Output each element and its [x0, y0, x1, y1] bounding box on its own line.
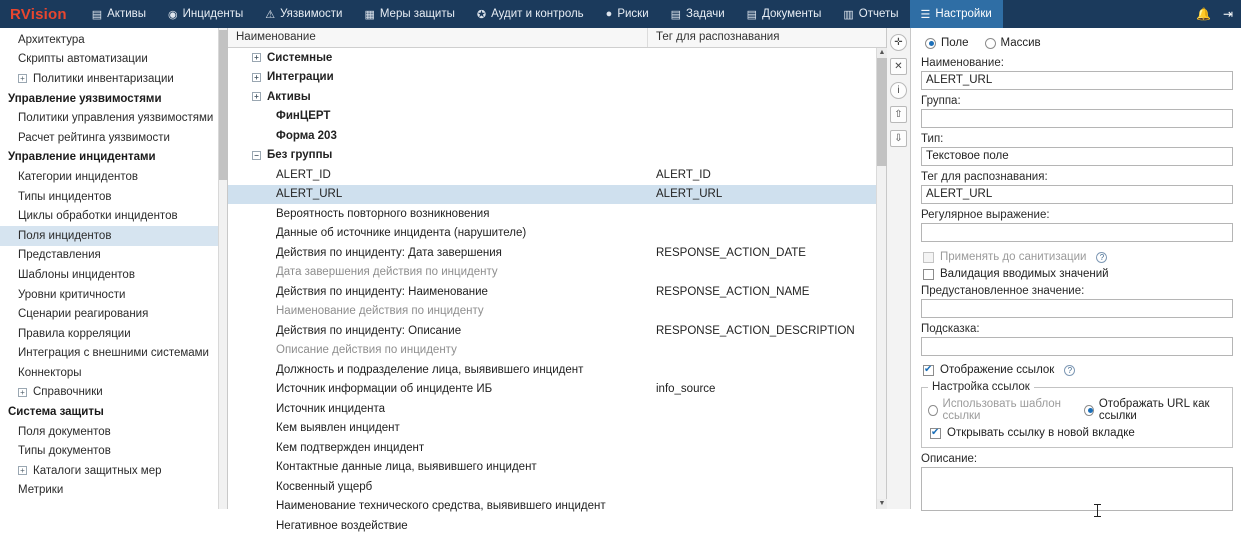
row-name-cell: Должность и подразделение лица, выявившего инцидент [276, 363, 584, 376]
show-links-checkbox-row[interactable] [923, 364, 1233, 376]
reports-icon: ▥ [843, 8, 854, 21]
row-name-cell [228, 71, 648, 83]
nav-item-protection-label: Меры защиты [379, 8, 455, 20]
expand-icon[interactable]: + [18, 388, 27, 397]
row-name-cell [228, 52, 648, 64]
nav-item-vulnerabilities-label: Уязвимости [280, 8, 343, 20]
nav-item-risks-label: Риски [617, 8, 649, 20]
table-row-subtitle [228, 263, 876, 283]
validation-label: Валидация вводимых значений [940, 268, 1109, 280]
logout-icon[interactable]: ⇥ [1222, 7, 1233, 21]
table-row[interactable] [228, 107, 876, 127]
sanitize-label: Применять до санитизации [940, 251, 1087, 263]
sidebar-item-vuln-rating[interactable] [0, 128, 227, 148]
sidebar-item-label: Расчет рейтинга уязвимости [18, 131, 170, 144]
hint-input[interactable] [921, 337, 1233, 356]
sidebar-item-label: Уровни критичности [18, 288, 126, 301]
type-field-label: Тип: [921, 133, 944, 145]
table-row[interactable] [228, 87, 876, 107]
risks-icon: ● [605, 8, 613, 20]
nav-item-vulnerabilities[interactable] [254, 0, 353, 28]
nav-spacer [1003, 0, 1188, 28]
links-settings-legend: Настройка ссылок [932, 381, 1030, 393]
tag-input[interactable]: ALERT_URL [921, 185, 1233, 204]
scroll-up-arrow-icon[interactable]: ▲ [878, 49, 886, 56]
sidebar-scrollbar[interactable] [218, 28, 227, 509]
grid-rows [228, 48, 876, 532]
collapse-icon[interactable]: − [252, 151, 261, 160]
sidebar-item-reference-books[interactable] [0, 383, 227, 403]
sidebar-scroll-thumb[interactable] [219, 30, 228, 180]
row-name-cell: ФинЦЕРТ [276, 110, 331, 123]
nav-item-reports-label: Отчеты [858, 8, 899, 20]
show-links-label: Отображение ссылок [940, 364, 1055, 376]
nav-item-assets-label: Активы [107, 8, 147, 20]
field-properties-panel [911, 28, 1241, 509]
sidebar-item-label: Представления [18, 249, 101, 262]
radio-array[interactable] [985, 37, 1041, 49]
table-row[interactable] [228, 204, 876, 224]
main-body [0, 28, 1241, 532]
tag-field-label: Тег для распознавания: [921, 171, 1048, 183]
use-template-label: Использовать шаблон ссылки [942, 398, 1062, 422]
sidebar-item-label: Архитектура [18, 33, 85, 46]
row-name-cell: Действия по инциденту: Наименование [276, 285, 488, 298]
table-row[interactable] [228, 438, 876, 458]
sidebar-item-label: Интеграция с внешними системами [18, 347, 209, 360]
row-name-cell: ALERT_URL [276, 188, 343, 201]
row-name-cell [228, 149, 648, 161]
sidebar-item-external-integration[interactable] [0, 344, 227, 364]
row-tag-cell: RESPONSE_ACTION_NAME [656, 285, 810, 298]
sidebar-item-incident-types[interactable] [0, 187, 227, 207]
radio-use-link-template[interactable] [928, 398, 1076, 422]
fields-grid [228, 28, 887, 532]
table-row-subtitle [228, 302, 876, 322]
default-value-label: Предустановленное значение: [921, 285, 1085, 297]
default-value-input[interactable] [921, 299, 1233, 318]
sidebar-item-response-scenarios[interactable] [0, 304, 227, 324]
new-tab-label: Открывать ссылку в новой вкладке [947, 427, 1135, 439]
table-row[interactable] [228, 48, 876, 68]
row-name-cell: Действия по инциденту: Дата завершения [276, 246, 502, 259]
sidebar-item-label: Типы инцидентов [18, 190, 112, 203]
row-name-cell: ALERT_ID [276, 168, 331, 181]
table-row[interactable] [228, 419, 876, 439]
row-tag-cell: ALERT_ID [656, 168, 711, 181]
hint-label: Подсказка: [921, 323, 980, 335]
regex-input[interactable] [921, 223, 1233, 242]
sidebar-item-document-types[interactable] [0, 441, 227, 461]
radio-indicator-icon [1084, 405, 1094, 416]
sidebar-item-label: Поля инцидентов [18, 229, 112, 242]
sidebar-item-incident-fields[interactable] [0, 226, 227, 246]
nav-item-protection[interactable] [353, 0, 465, 28]
radio-field[interactable] [925, 37, 969, 49]
table-row[interactable] [228, 126, 876, 146]
settings-icon: ☰ [920, 8, 931, 21]
type-select[interactable]: Текстовое поле [921, 147, 1233, 166]
expand-icon[interactable]: + [18, 74, 27, 83]
row-name-cell: Источник информации об инциденте ИБ [276, 383, 493, 396]
nav-item-settings-label: Настройки [935, 8, 992, 20]
radio-show-url-as-link[interactable] [1084, 398, 1226, 422]
description-label: Описание: [921, 453, 978, 465]
nav-item-settings[interactable] [910, 0, 1003, 28]
protection-icon: ▦ [364, 8, 375, 21]
table-row[interactable] [228, 68, 876, 88]
table-row[interactable] [228, 282, 876, 302]
scroll-down-arrow-icon[interactable]: ▼ [878, 500, 886, 507]
sidebar-group-vulnerability-management [0, 89, 227, 109]
validation-checkbox-row[interactable] [923, 268, 1233, 280]
table-row-subtitle [228, 341, 876, 361]
checkbox-icon[interactable] [923, 269, 934, 280]
radio-indicator-icon [928, 405, 938, 416]
grid-scroll-thumb[interactable] [877, 58, 887, 166]
sidebar-item-label: Поля документов [18, 425, 111, 438]
table-row[interactable] [228, 165, 876, 185]
table-row[interactable] [228, 477, 876, 497]
radio-indicator-icon [985, 38, 996, 49]
nav-item-audit[interactable] [466, 0, 595, 28]
sidebar-item-views[interactable] [0, 246, 227, 266]
table-row[interactable] [228, 146, 876, 166]
row-name-cell: Наименование технического средства, выявившего инцидент [276, 500, 606, 513]
sidebar-item-label: Каталоги защитных мер [33, 464, 162, 477]
help-icon[interactable]: ? [1064, 365, 1075, 376]
name-input[interactable]: ALERT_URL [921, 71, 1233, 90]
radio-array-label: Массив [1000, 37, 1041, 49]
sidebar-item-metrics[interactable] [0, 481, 227, 501]
regex-field-label: Регулярное выражение: [921, 209, 1050, 221]
sidebar-item-protection-catalogs[interactable] [0, 461, 227, 481]
nav-item-audit-label: Аудит и контроль [491, 8, 584, 20]
sidebar-item-label: Коннекторы [18, 366, 82, 379]
sidebar-item-incident-categories[interactable] [0, 167, 227, 187]
sidebar-group-label: Управление уязвимостями [8, 92, 162, 105]
nav-item-tasks[interactable] [660, 0, 736, 28]
row-name-cell: Кем подтвержден инцидент [276, 441, 425, 454]
group-field-label: Группа: [921, 95, 961, 107]
table-row[interactable] [228, 380, 876, 400]
show-url-label: Отображать URL как ссылки [1098, 398, 1210, 422]
sidebar-group-incident-management [0, 148, 227, 168]
nav-item-incidents[interactable] [157, 0, 254, 28]
audit-icon: ✪ [476, 8, 487, 21]
table-row[interactable] [228, 399, 876, 419]
checkbox-icon[interactable] [923, 365, 934, 376]
expand-icon[interactable]: + [18, 466, 27, 475]
sidebar-group-label: Управление инцидентами [8, 151, 156, 164]
documents-icon: ▤ [746, 8, 758, 21]
nav-item-assets[interactable] [81, 0, 157, 28]
radio-field-label: Поле [941, 37, 969, 49]
row-name-text: Системные [267, 51, 333, 64]
tasks-icon: ▤ [670, 8, 682, 21]
sidebar-item-incident-templates[interactable] [0, 265, 227, 285]
sidebar-item-label: Политики инвентаризации [33, 72, 174, 85]
sidebar-item-label: Метрики [18, 484, 64, 497]
row-name-cell: Форма 203 [276, 129, 337, 142]
table-row[interactable] [228, 516, 876, 536]
nav-item-tasks-label: Задачи [686, 8, 725, 20]
sidebar-item-label: Справочники [33, 386, 103, 399]
checkbox-icon[interactable] [923, 252, 934, 263]
table-row[interactable] [228, 360, 876, 380]
grid-vertical-scrollbar[interactable] [876, 48, 886, 509]
brand-logo[interactable] [0, 0, 81, 28]
sidebar-group-protection-system [0, 402, 227, 422]
help-icon[interactable]: ? [1096, 252, 1107, 263]
checkbox-icon[interactable] [930, 428, 941, 439]
sidebar-item-label: Политики управления уязвимостями [18, 112, 214, 125]
column-header-tag[interactable]: Тег для распознавания [656, 31, 780, 43]
expand-icon[interactable]: + [252, 73, 261, 82]
sanitize-checkbox-row[interactable] [923, 251, 1233, 263]
table-row[interactable] [228, 458, 876, 478]
sidebar-item-automation-scripts[interactable] [0, 50, 227, 70]
description-textarea[interactable] [921, 467, 1233, 511]
sidebar-item-label: Циклы обработки инцидентов [18, 210, 178, 223]
sidebar-item-inventory-policies[interactable] [0, 69, 227, 89]
text-cursor [1097, 504, 1098, 517]
row-name-cell [228, 91, 648, 103]
sidebar-item-label: Правила корреляции [18, 327, 131, 340]
sidebar-item-connectors[interactable] [0, 363, 227, 383]
row-name-cell: Негативное воздействие [276, 519, 408, 532]
sidebar-item-label: Категории инцидентов [18, 170, 139, 183]
sidebar-item-label: Сценарии реагирования [18, 308, 149, 321]
row-name-cell: Данные об источнике инцидента (нарушителе) [276, 227, 527, 240]
sidebar-item-incident-cycles[interactable] [0, 206, 227, 226]
row-name-cell: Источник инцидента [276, 402, 386, 415]
radio-indicator-icon [925, 38, 936, 49]
sidebar-group-label: Система защиты [8, 406, 104, 419]
close-icon[interactable]: ✕ [890, 58, 907, 75]
sidebar-item-label: Скрипты автоматизации [18, 53, 148, 66]
nav-item-incidents-label: Инциденты [182, 8, 244, 20]
move-down-icon[interactable]: ⇩ [890, 130, 907, 147]
row-subtitle-cell: Наименование действия по инциденту [276, 305, 484, 318]
top-navigation-bar [0, 0, 1241, 28]
row-subtitle-cell: Дата завершения действия по инциденту [276, 266, 498, 279]
row-tag-cell: ALERT_URL [656, 188, 723, 201]
table-row[interactable] [228, 321, 876, 341]
vulnerabilities-icon: ⚠ [265, 8, 276, 21]
sidebar-item-label: Типы документов [18, 445, 111, 458]
sidebar-item-architecture[interactable] [0, 30, 227, 50]
move-up-icon[interactable]: ⇧ [890, 106, 907, 123]
expand-icon[interactable]: + [252, 92, 261, 101]
new-tab-checkbox-row[interactable] [930, 427, 1226, 439]
sidebar-item-document-fields[interactable] [0, 422, 227, 442]
nav-item-documents[interactable] [736, 0, 833, 28]
table-row-selected[interactable] [228, 185, 876, 205]
row-name-text: Активы [267, 90, 311, 103]
bell-icon[interactable]: 🔔 [1195, 7, 1211, 21]
row-tag-cell: RESPONSE_ACTION_DESCRIPTION [656, 324, 855, 337]
table-row[interactable] [228, 497, 876, 517]
nav-item-risks[interactable] [595, 0, 660, 28]
row-subtitle-cell: Описание действия по инциденту [276, 344, 457, 357]
row-name-cell: Кем выявлен инцидент [276, 422, 400, 435]
row-name-text: Интеграции [267, 71, 334, 84]
row-name-cell: Косвенный ущерб [276, 480, 373, 493]
sidebar-item-correlation-rules[interactable] [0, 324, 227, 344]
row-tag-cell: info_source [656, 383, 716, 396]
nav-item-reports[interactable] [832, 0, 909, 28]
sidebar-item-label: Шаблоны инцидентов [18, 268, 135, 281]
add-icon[interactable]: ✛ [890, 34, 907, 51]
expand-icon[interactable]: + [252, 53, 261, 62]
nav-item-documents-label: Документы [762, 8, 822, 20]
nav-right-actions [1188, 0, 1241, 28]
table-row[interactable] [228, 243, 876, 263]
assets-icon: ▤ [91, 8, 103, 21]
links-radio-group [928, 398, 1226, 422]
row-name-cell: Вероятность повторного возникновения [276, 207, 490, 220]
settings-sidebar [0, 28, 228, 509]
grid-header-row [228, 28, 886, 48]
grid-toolstrip [887, 28, 911, 509]
row-tag-cell: RESPONSE_ACTION_DATE [656, 246, 806, 259]
name-field-label: Наименование: [921, 57, 1004, 69]
row-name-cell: Действия по инциденту: Описание [276, 324, 462, 337]
row-name-text: Без группы [267, 149, 333, 162]
sidebar-item-criticality-levels[interactable] [0, 285, 227, 305]
field-kind-radio-group [925, 37, 1233, 49]
row-name-cell: Контактные данные лица, выявившего инцидент [276, 461, 537, 474]
links-settings-group [921, 381, 1233, 448]
table-row[interactable] [228, 224, 876, 244]
column-header-name[interactable]: Наименование [228, 28, 648, 47]
info-icon[interactable]: i [890, 82, 907, 99]
sidebar-item-vuln-policies[interactable] [0, 108, 227, 128]
group-input[interactable] [921, 109, 1233, 128]
incidents-icon: ◉ [168, 8, 178, 21]
brand-logo-text: RVision [10, 5, 67, 23]
